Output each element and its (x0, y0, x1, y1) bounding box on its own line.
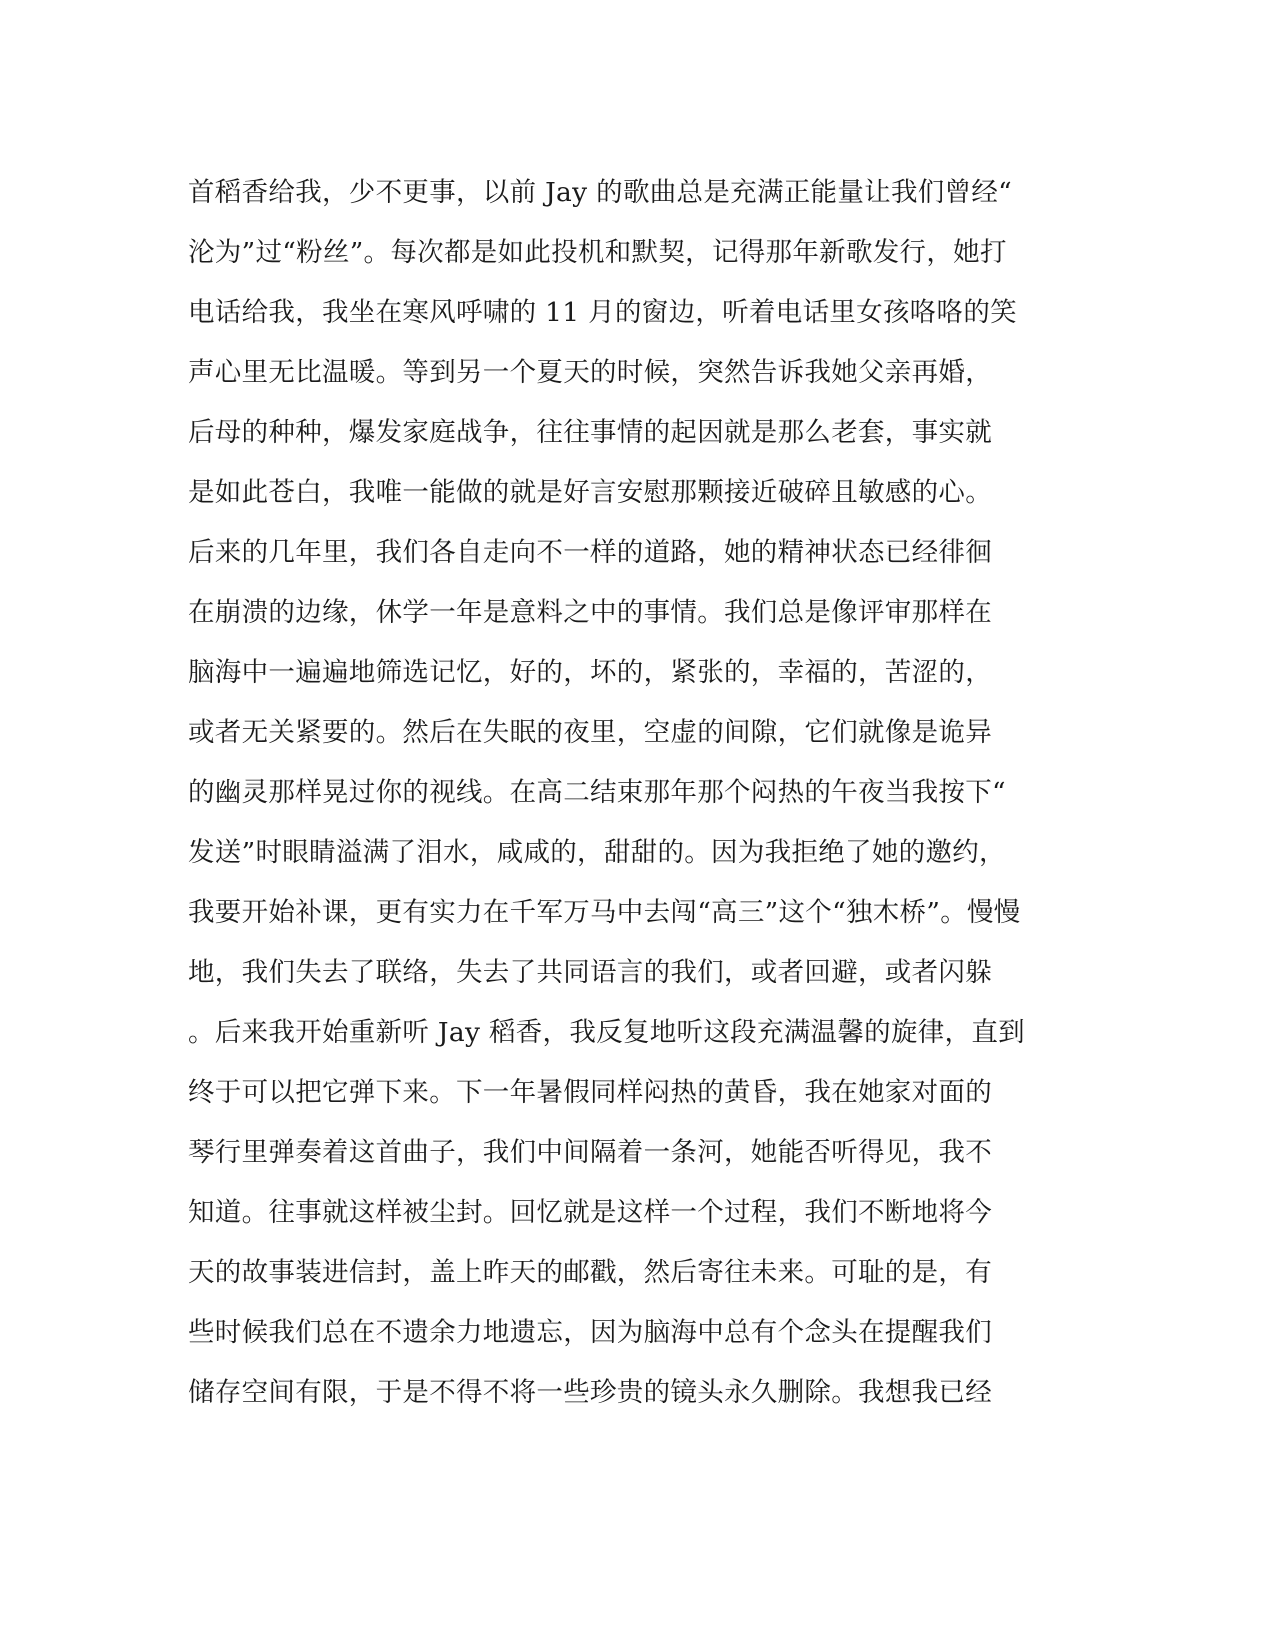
body-text (188, 163, 1088, 1423)
text-line-7: 后来的几年里，我们各自走向不一样的道路，她的精神状态已经徘徊 (188, 537, 992, 568)
text-line-20: 些时候我们总在不遗余力地遗忘，因为脑海中总有个念头在提醒我们 (188, 1317, 992, 1348)
text-line-9: 脑海中一遍遍地筛选记忆，好的，坏的，紧张的，幸福的，苦涩的， (188, 657, 992, 688)
text-line-8: 在崩溃的边缘，休学一年是意料之中的事情。我们总是像评审那样在 (188, 597, 992, 628)
text-line-18: 知道。往事就这样被尘封。回忆就是这样一个过程，我们不断地将今 (188, 1197, 992, 1228)
text-line-6: 是如此苍白，我唯一能做的就是好言安慰那颗接近破碎且敏感的心。 (188, 477, 992, 508)
text-line-19: 天的故事装进信封，盖上昨天的邮戳，然后寄往未来。可耻的是，有 (188, 1257, 992, 1288)
text-line-4: 声心里无比温暖。等到另一个夏天的时候，突然告诉我她父亲再婚， (188, 357, 992, 388)
text-line-12: 发送”时眼睛溢满了泪水，咸咸的，甜甜的。因为我拒绝了她的邀约， (188, 837, 1006, 868)
text-line-10: 或者无关紧要的。然后在失眠的夜里，空虚的间隙，它们就像是诡异 (188, 717, 992, 748)
text-line-5: 后母的种种，爆发家庭战争，往往事情的起因就是那么老套，事实就 (188, 417, 992, 448)
text-line-16: 终于可以把它弹下来。下一年暑假同样闷热的黄昏，我在她家对面的 (188, 1077, 992, 1108)
text-line-15: 。后来我开始重新听 Jay 稻香，我反复地听这段充满温馨的旋律，直到 (188, 1017, 1025, 1048)
text-line-17: 琴行里弹奏着这首曲子，我们中间隔着一条河，她能否听得见，我不 (188, 1137, 992, 1168)
text-line-21: 储存空间有限，于是不得不将一些珍贵的镜头永久删除。我想我已经 (188, 1377, 992, 1408)
text-line-3: 电话给我，我坐在寒风呼啸的 11 月的窗边，听着电话里女孩咯咯的笑 (188, 297, 1017, 328)
text-line-2: 沦为”过“粉丝”。每次都是如此投机和默契，记得那年新歌发行，她打 (188, 237, 1007, 268)
text-line-1: 首稻香给我，少不更事，以前 Jay 的歌曲总是充满正能量让我们曾经“ (188, 177, 1012, 208)
text-line-11: 的幽灵那样晃过你的视线。在高二结束那年那个闷热的午夜当我按下“ (188, 777, 1006, 808)
text-line-14: 地，我们失去了联络，失去了共同语言的我们，或者回避，或者闪躲 (188, 957, 992, 988)
text-line-13: 我要开始补课，更有实力在千军万马中去闯“高三”这个“独木桥”。慢慢 (188, 897, 1021, 928)
